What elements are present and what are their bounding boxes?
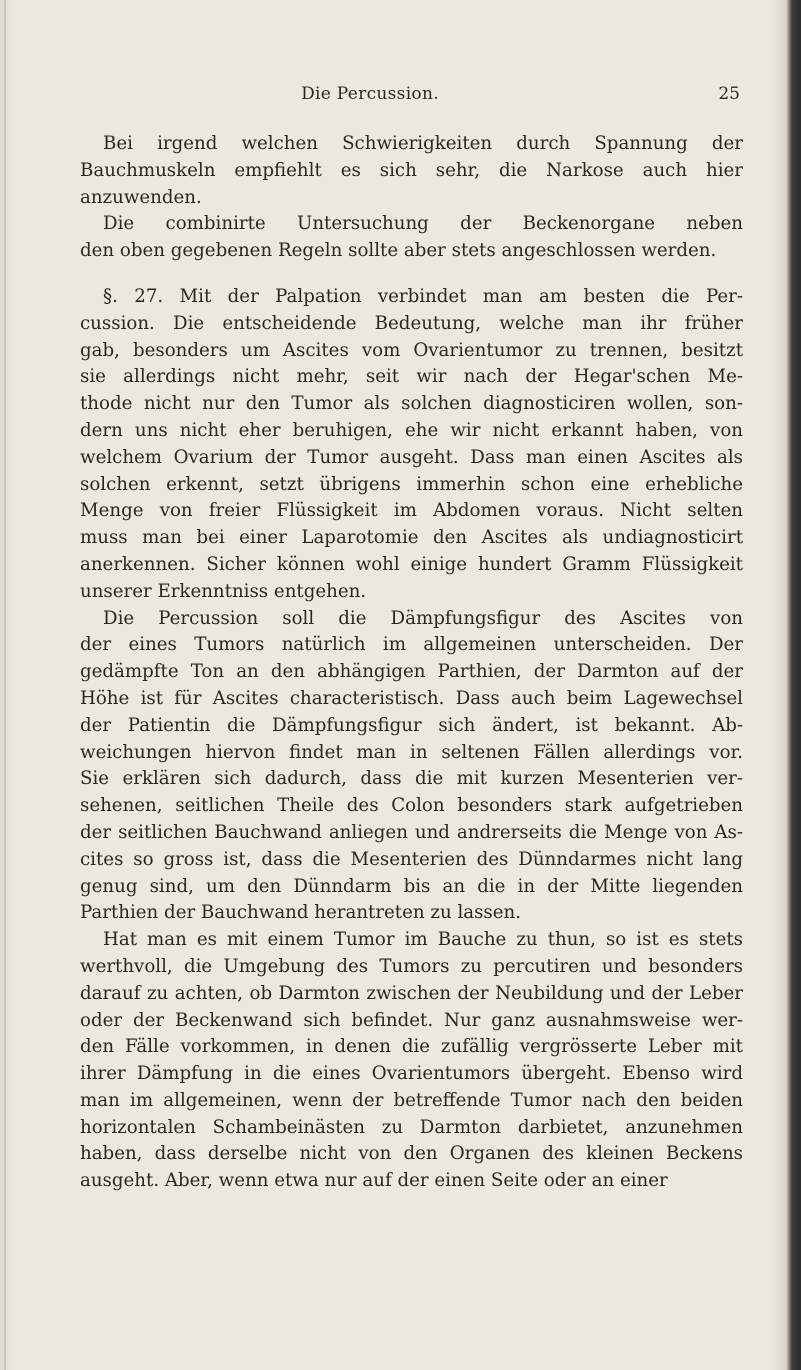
paragraph-gap	[80, 265, 743, 284]
paragraph	[80, 131, 743, 211]
text-line: man im allgemeinen, wenn der betreffende Tumor nach den beiden	[80, 1089, 743, 1111]
text-line: Menge von freier Flüssigkeit im Abdomen voraus. Nicht selten	[80, 500, 743, 522]
page-gutter	[4, 0, 6, 1370]
text-line: unserer Erkenntniss entgehen.	[80, 580, 367, 602]
text-line: §. 27. Mit der Palpation verbindet man am besten die Per-	[103, 285, 743, 307]
text-line: anerkennen. Sicher können wohl einige hundert Gramm Flüssigkeit	[80, 553, 743, 575]
text-line: sie allerdings nicht mehr, seit wir nach der Hegar'schen Me-	[80, 366, 743, 388]
running-title: Die Percussion.	[301, 84, 439, 104]
text-line: gedämpfte Ton an den abhängigen Parthien, der Darmton auf der	[80, 661, 743, 683]
text-line: den Fälle vorkommen, in denen die zufällig vergrösserte Leber mit	[80, 1036, 743, 1058]
text-line: solchen erkennt, setzt übrigens immerhin schon eine erhebliche	[80, 473, 743, 495]
text-line: Höhe ist für Ascites characteristisch. Dass auch beim Lagewechsel	[80, 687, 743, 709]
paragraph	[80, 211, 743, 265]
paragraph	[80, 927, 743, 1195]
text-line: thode nicht nur den Tumor als solchen diagnosticiren wollen, son-	[80, 393, 743, 415]
text-line: Sie erklären sich dadurch, dass die mit kurzen Mesenterien ver-	[80, 768, 743, 790]
text-line: Die combinirte Untersuchung der Beckenorgane neben	[103, 213, 743, 235]
body-text	[80, 131, 743, 1195]
paragraph	[80, 606, 743, 928]
text-line: muss man bei einer Laparotomie den Ascites als undiagnosticirt	[80, 527, 743, 549]
text-line: cites so gross ist, dass die Mesenterien des Dünndarmes nicht lang	[80, 848, 743, 870]
text-line: welchem Ovarium der Tumor ausgeht. Dass man einen Ascites als	[80, 446, 743, 468]
text-line: Bei irgend welchen Schwierigkeiten durch Spannung der	[103, 133, 743, 154]
text-line: der Patientin die Dämpfungsfigur sich ändert, ist bekannt. Ab-	[80, 714, 743, 736]
paragraph	[80, 284, 743, 606]
text-line: sehenen, seitlichen Theile des Colon besonders stark aufgetrieben	[80, 795, 743, 817]
text-line: den oben gegebenen Regeln sollte aber stets angeschlossen werden.	[80, 240, 717, 262]
text-line: ihrer Dämpfung in die eines Ovarientumors übergeht. Ebenso wird	[80, 1063, 743, 1085]
text-line: Bauchmuskeln empfiehlt es sich sehr, die Narkose auch hier	[80, 159, 743, 181]
text-line: darauf zu achten, ob Darmton zwischen der Neubildung und der Leber	[80, 982, 743, 1004]
text-line: der eines Tumors natürlich im allgemeinen unterscheiden. Der	[80, 634, 743, 656]
page-number: 25	[718, 84, 740, 104]
text-line: gab, besonders um Ascites vom Ovarientumor zu trennen, besitzt	[80, 339, 743, 361]
text-line: cussion. Die entscheidende Bedeutung, welche man ihr früher	[80, 312, 743, 334]
text-line: ausgeht. Aber, wenn etwa nur auf der einen Seite oder an einer	[80, 1170, 668, 1192]
text-line: oder der Beckenwand sich befindet. Nur ganz ausnahmsweise wer-	[80, 1009, 743, 1031]
text-line: dern uns nicht eher beruhigen, ehe wir nicht erkannt haben, von	[80, 419, 743, 441]
text-line: Parthien der Bauchwand herantreten zu lassen.	[80, 902, 522, 924]
text-line: der seitlichen Bauchwand anliegen und andrerseits die Menge von As-	[80, 821, 743, 843]
text-line: Die Percussion soll die Dämpfungsfigur des Ascites von	[103, 607, 743, 629]
text-line: werthvoll, die Umgebung des Tumors zu percutiren und besonders	[80, 955, 743, 977]
text-line: weichungen hiervon findet man in seltenen Fällen allerdings vor.	[80, 741, 743, 763]
text-line: anzuwenden.	[80, 186, 202, 208]
text-line: haben, dass derselbe nicht von den Organen des kleinen Beckens	[80, 1143, 743, 1165]
text-line: horizontalen Schambeinästen zu Darmton darbietet, anzunehmen	[80, 1116, 743, 1138]
running-head	[0, 84, 760, 114]
text-line: genug sind, um den Dünndarm bis an die in der Mitte liegenden	[80, 875, 743, 897]
text-line: Hat man es mit einem Tumor im Bauche zu thun, so ist es stets	[103, 929, 743, 951]
